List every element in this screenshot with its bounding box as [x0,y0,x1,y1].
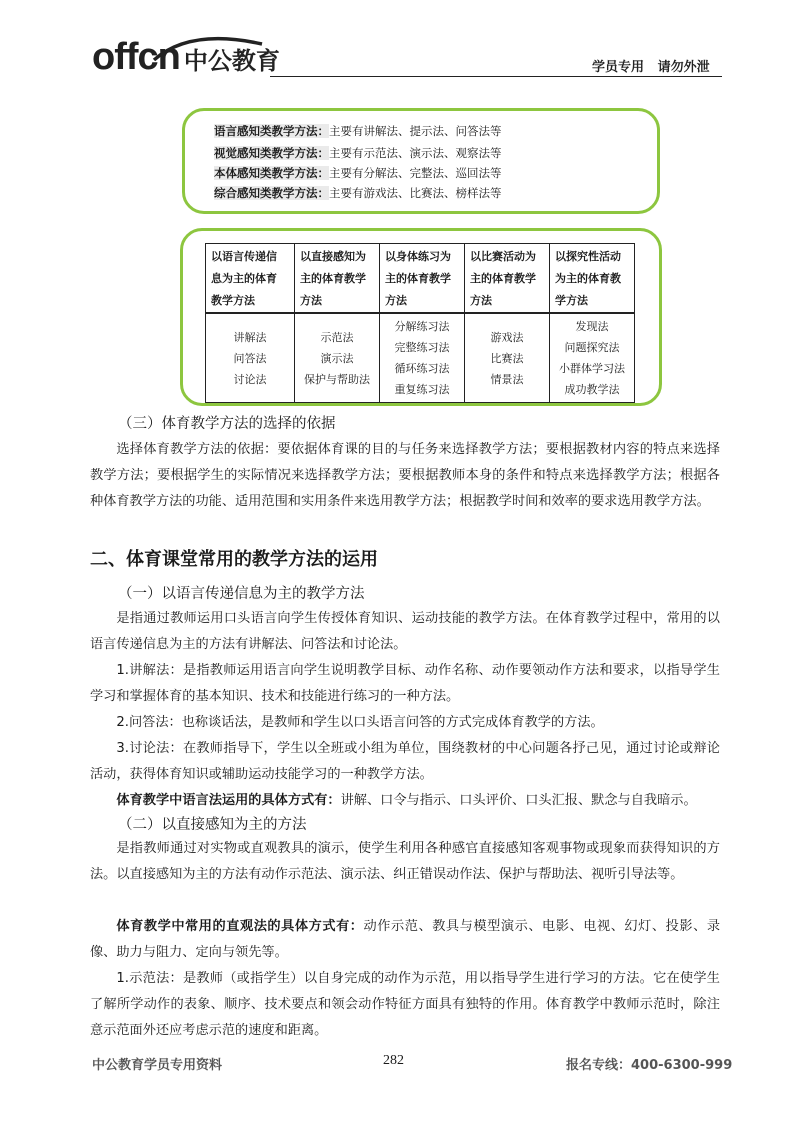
table-header-row [206,244,635,314]
part-heading: 二、体育课堂常用的教学方法的运用 [90,549,378,570]
logo-text-cn: 中公教育 [183,47,280,75]
method-key: 视觉感知类教学方法： [214,146,329,160]
logo-arc-icon [150,34,270,64]
table-row [206,313,635,403]
paragraph [90,914,720,966]
section-heading: （三）体育教学方法的选择的依据 [118,416,336,432]
method-table [205,243,635,403]
method-value: 主要有分解法、完整法、巡回法等 [329,166,502,180]
logo-text-en: offcn [92,36,180,78]
method-row [214,123,502,139]
method-key: 语言感知类教学方法： [214,124,329,138]
paragraph: 是指教师通过对实物或直观教具的演示，使学生利用各种感官直接感知客观事物或现象而获得知识的方法。以直接感知为主的方法有动作示范法、演示法、纠正错误动作法、保护与帮助法、视听引导法等。 [90,841,720,882]
paragraph: 3.讨论法：在教师指导下，学生以全班或小组为单位，围绕教材的中心问题各抒己见，通过讨论或辩论活动，获得体育知识或辅助运动技能学习的一种教学方法。 [90,741,720,782]
method-row [214,165,502,181]
table-cell: 讲解法 问答法 讨论法 [206,313,295,403]
page-number: 282 [383,1053,404,1068]
method-key: 本体感知类教学方法： [214,166,329,180]
paragraph: 是指通过教师运用口头语言向学生传授体育知识、运动技能的教学方法。在体育教学过程中，常用的以语言传递信息为主的方法有讲解法、问答法和讨论法。 [90,611,720,652]
table-cell: 分解练习法 完整练习法 循环练习法 重复练习法 [380,313,465,403]
method-value: 主要有游戏法、比赛法、榜样法等 [329,186,502,200]
paragraph: 2.问答法：也称谈话法，是教师和学生以口头语言问答的方式完成体育教学的方法。 [116,715,604,730]
keyword: 体育教学中常用的直观法的具体方式有： [116,919,364,934]
table-header-cell: 以直接感知为 主的体育教学 方法 [295,244,380,314]
footer-label: 中公教育学员专用资料 [92,1058,223,1073]
keyword: 体育教学中语言法运用的具体方式有： [116,793,341,808]
table-cell: 游戏法 比赛法 情景法 [465,313,550,403]
method-row [214,145,502,161]
table-header-cell: 以探究性活动 为主的体育教 学方法 [550,244,635,314]
paragraph: 1.讲解法：是指教师运用语言向学生说明教学目标、动作名称、动作要领动作方法和要求，以指导学生学习和掌握体育的基本知识、技术和技能进行练习的一种方法。 [90,663,720,704]
method-row [214,185,502,201]
offcn-logo [92,36,280,76]
method-value: 主要有示范法、演示法、观察法等 [329,146,502,160]
header-rule [270,76,722,77]
keyword-value: 动作示范、教具与模型演示、电影、电视、幻灯、投影、录像、助力与阻力、定向与领先等。 [90,919,721,960]
footer-hotline: 报名专线：400-6300-999 [566,1058,733,1073]
paragraph: 选择体育教学方法的依据：要依据体育课的目的与任务来选择教学方法；要根据教材内容的特点来选择教学方法；要根据学生的实际情况来选择教学方法；要根据教师本身的条件和特点来选择教学方法；根据各种体育教学方法的功能、适用范围和实用条件来选用教学方法；根据教学时间和效率的要求选用教学方法。 [90,442,720,509]
table-header-cell: 以身体练习为 主的体育教学 方法 [380,244,465,314]
table-cell: 示范法 演示法 保护与帮助法 [295,313,380,403]
header-note: 学员专用 请勿外泄 [592,60,710,75]
method-key: 综合感知类教学方法： [214,186,329,200]
table-cell: 发现法 问题探究法 小群体学习法 成功教学法 [550,313,635,403]
section-heading: （二）以直接感知为主的方法 [118,817,307,833]
keyword-value: 讲解、口令与指示、口头评价、口头汇报、默念与自我暗示。 [340,793,697,808]
table-header-cell: 以比赛活动为 主的体育教学 方法 [465,244,550,314]
table-header-cell: 以语言传递信 息为主的体育 教学方法 [206,244,295,314]
paragraph [90,788,720,814]
paragraph: 1.示范法：是教师（或指学生）以自身完成的动作为示范，用以指导学生进行学习的方法。它在使学生了解所学动作的表象、顺序、技术要点和领会动作特征方面具有独特的作用。体育教学中教师示范时，除注意示范面外还应考虑示范的速度和距离。 [90,971,720,1038]
method-table-box [180,228,662,406]
section-heading: （一）以语言传递信息为主的教学方法 [118,586,365,602]
method-value: 主要有讲解法、提示法、问答法等 [329,124,502,138]
perception-methods-box [182,108,660,214]
